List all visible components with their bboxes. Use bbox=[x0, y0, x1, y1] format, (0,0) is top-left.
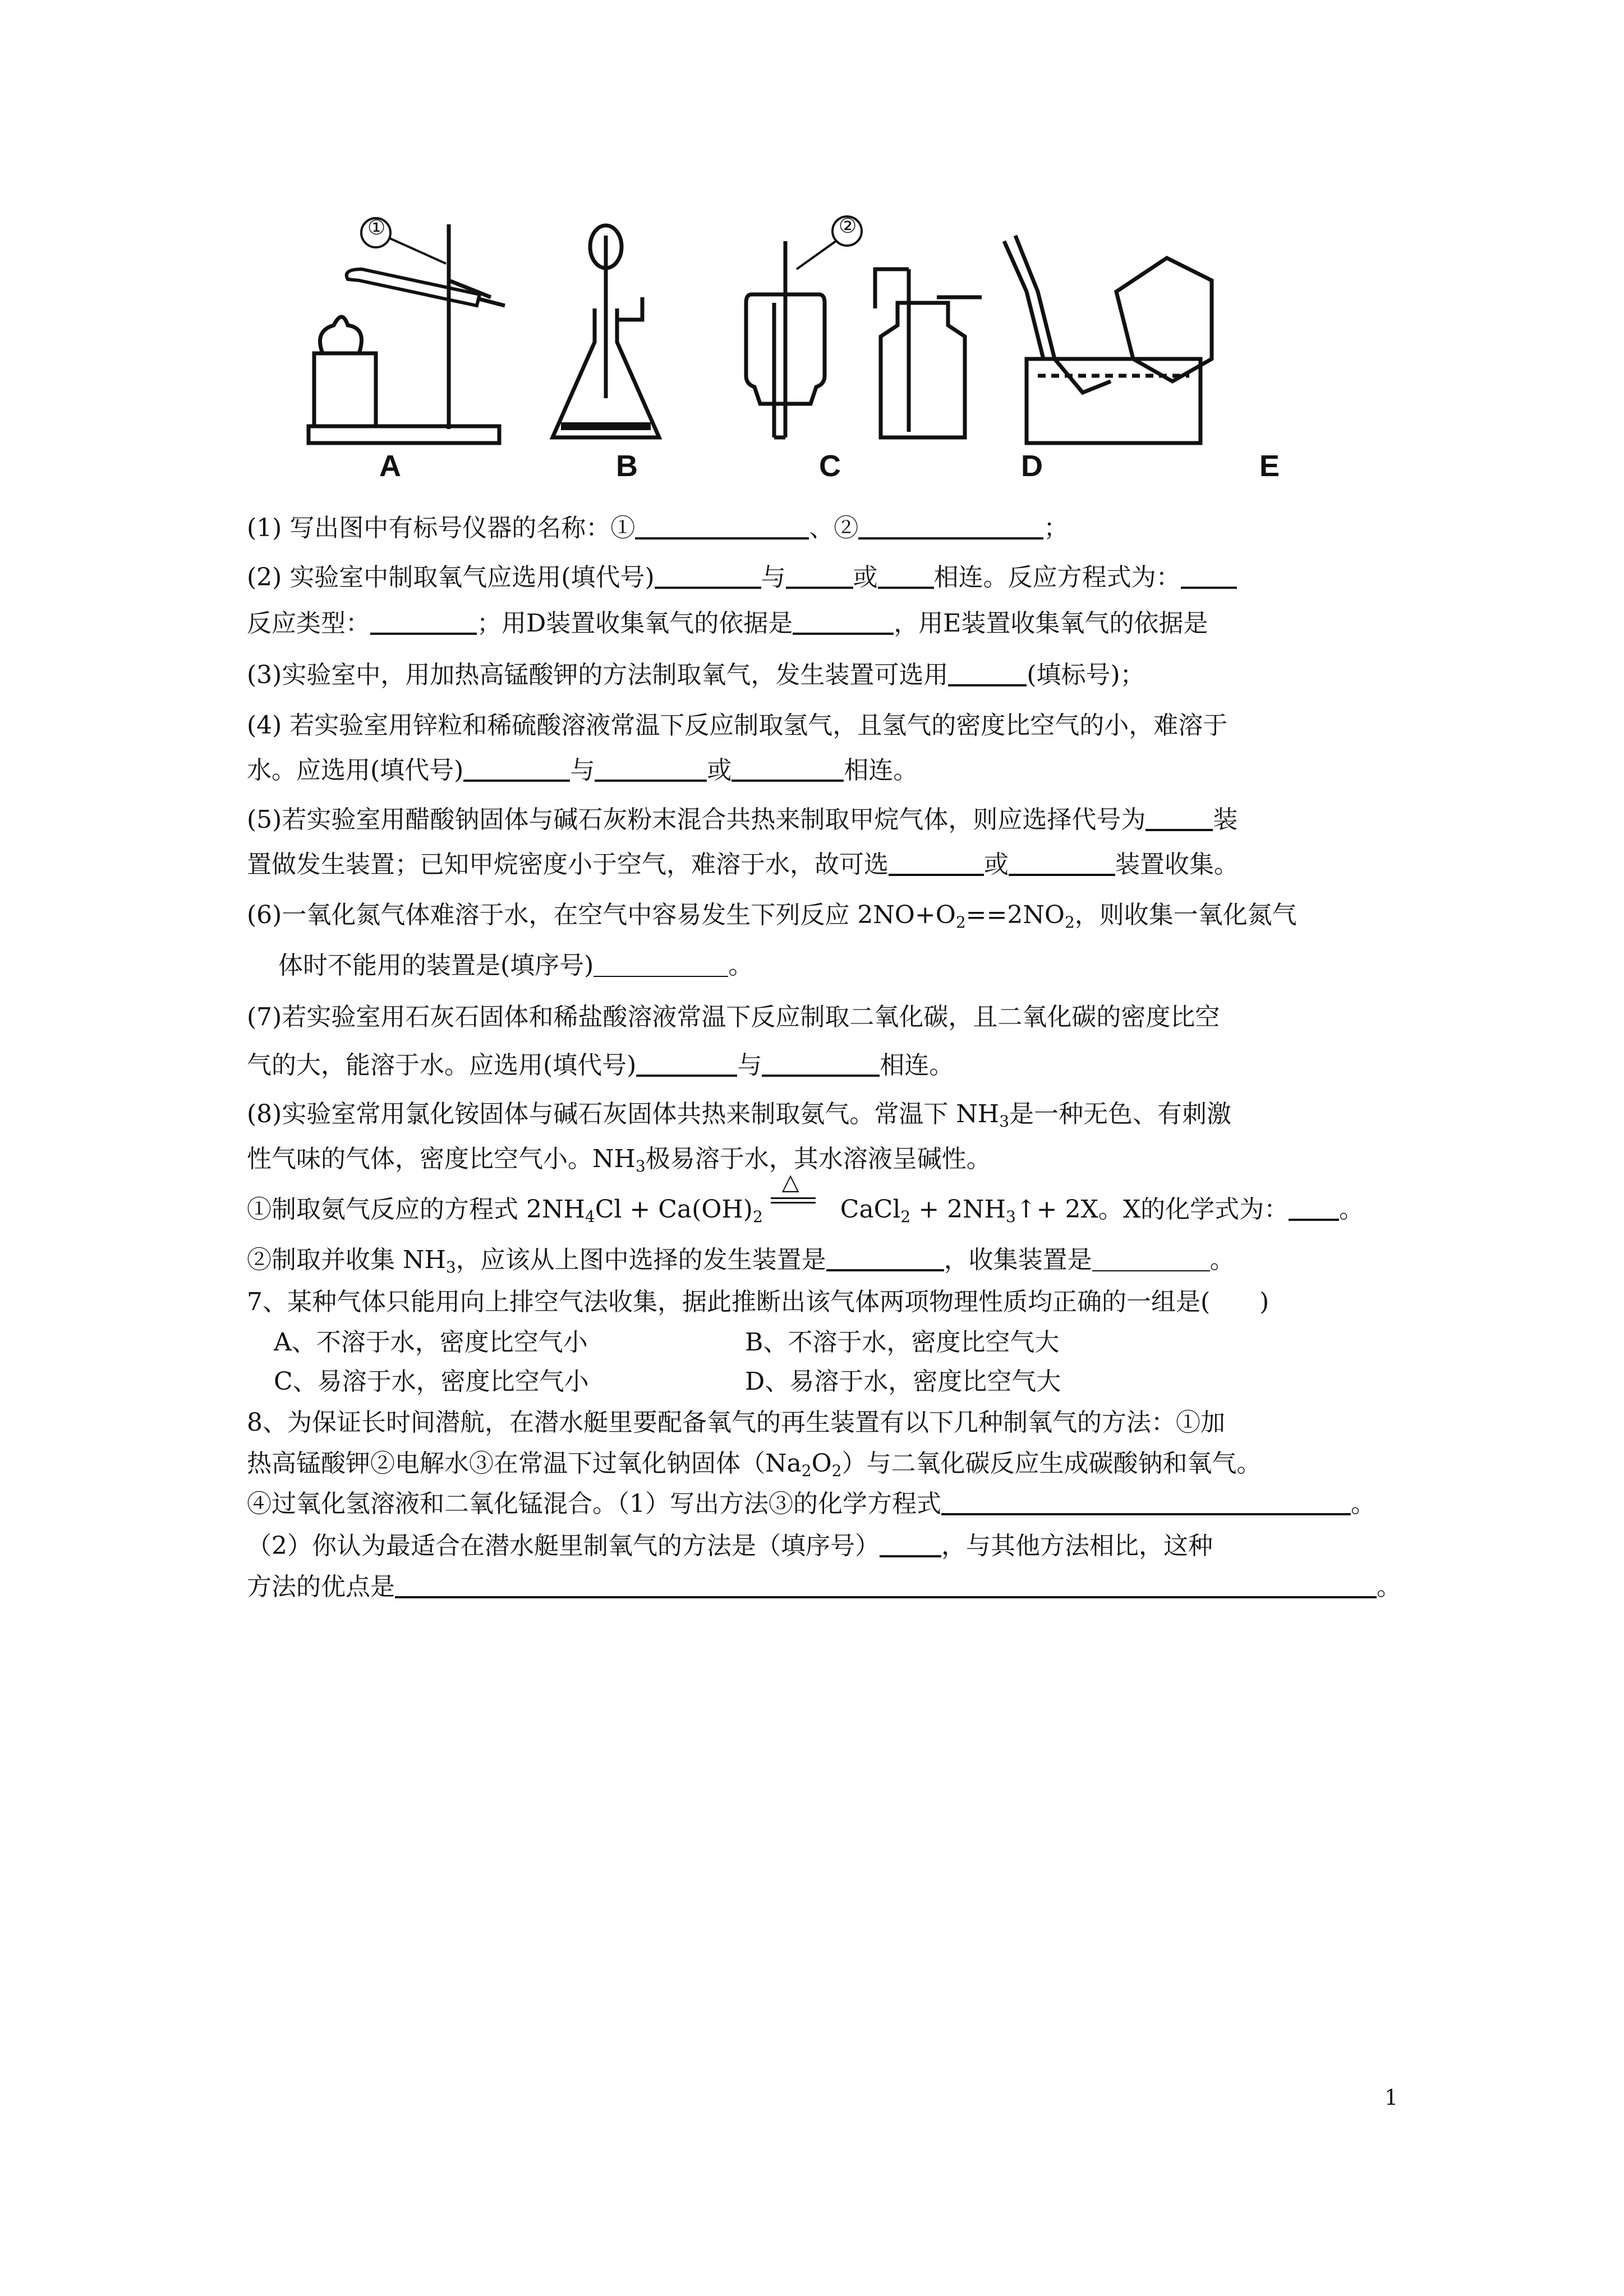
answer-blank-15[interactable] bbox=[1009, 849, 1115, 876]
answer-blank-5[interactable] bbox=[878, 562, 934, 589]
answer-blank-16[interactable] bbox=[594, 951, 728, 977]
question-8-line-3: ④过氧化氢溶液和二氧化锰混合。（1）写出方法③的化学方程式 。 bbox=[247, 1490, 1375, 1518]
q6-line: (6)一氧化氮气体难溶于水，在空气中容易发生下列反应 $2NO+O_2==2NO_2$，则收集一氧化氮气 bbox=[247, 901, 1297, 932]
figure-label-d: D bbox=[1021, 449, 1043, 483]
figure-label-e: E bbox=[1259, 449, 1280, 483]
option-d[interactable]: D、易溶于水，密度比空气大 bbox=[745, 1367, 1061, 1396]
answer-blank-9[interactable] bbox=[948, 660, 1027, 686]
answer-blank-2[interactable] bbox=[858, 513, 1043, 540]
q4b-line: 水。应选用(填代号) 与 或 相连。 bbox=[247, 756, 918, 785]
question-8-line-1: 8、为保证长时间潜航，在潜水艇里要配备氧气的再生装置有以下几种制氧气的方法：①加 bbox=[247, 1408, 1225, 1437]
answer-blank-21[interactable] bbox=[1092, 1246, 1210, 1271]
apparatus-a bbox=[309, 224, 505, 443]
option-b[interactable]: B、不溶于水，密度比空气大 bbox=[745, 1328, 1060, 1357]
q4-line: (4) 若实验室用锌粒和稀硫酸溶液常温下反应制取氢气，且氢气的密度比空气的小，难溶于 bbox=[247, 711, 1228, 740]
answer-blank-17[interactable] bbox=[636, 1050, 737, 1077]
answer-blank-1[interactable] bbox=[635, 513, 809, 540]
answer-blank-14[interactable] bbox=[889, 849, 984, 876]
answer-blank-4[interactable] bbox=[786, 562, 853, 589]
figure-label-a: A bbox=[379, 449, 401, 483]
answer-blank-12[interactable] bbox=[732, 755, 844, 782]
q8-line: (8)实验室常用氯化铵固体与碱石灰固体共热来制取氨气。常温下 $NH_3$是一种无色、有刺激 bbox=[247, 1100, 1232, 1131]
q5-line: (5)若实验室用醋酸钠固体与碱石灰粉末混合共热来制取甲烷气体，则应选择代号为 装 bbox=[247, 805, 1238, 834]
apparatus-b bbox=[553, 225, 659, 437]
q7-line: (7)若实验室用石灰石固体和稀盐酸溶液常温下反应制取二氧化碳，且二氧化碳的密度比空 bbox=[247, 1003, 1220, 1031]
q7b-line: 气的大，能溶于水。应选用(填代号) 与 相连。 bbox=[247, 1051, 954, 1080]
q6b-line: 体时不能用的装置是(填序号) 。 bbox=[278, 951, 753, 980]
answer-blank-20[interactable] bbox=[826, 1244, 944, 1271]
apparatus-d bbox=[875, 269, 982, 437]
callout-2-text: ② bbox=[839, 215, 857, 238]
answer-blank-18[interactable] bbox=[762, 1050, 880, 1077]
q8b-line: 性气味的气体，密度比空气小。$NH_3$极易溶于水，其水溶液呈碱性。 bbox=[247, 1145, 991, 1175]
answer-blank-11[interactable] bbox=[595, 755, 707, 782]
question-8-line-4: （2）你认为最适合在潜水艇里制氧气的方法是（填序号） ，与其他方法相比，这种 bbox=[247, 1532, 1213, 1560]
answer-blank-13[interactable] bbox=[1145, 804, 1213, 831]
apparatus-c bbox=[746, 241, 825, 437]
q3-line: (3)实验室中，用加热高锰酸钾的方法制取氧气，发生装置可选用 (填标号)； bbox=[247, 661, 1145, 689]
figure-label-b: B bbox=[616, 449, 638, 483]
q2-line: (2) 实验室中制取氧气应选用(填代号) 与 或 相连。反应方程式为： bbox=[247, 557, 1237, 593]
q5b-line: 置做发生装置；已知甲烷密度小于空气，难溶于水，故可选 或 装置收集。 bbox=[247, 850, 1239, 879]
answer-blank-22[interactable] bbox=[941, 1488, 1351, 1515]
q1-line: (1) 写出图中有标号仪器的名称：① 、② ； bbox=[247, 514, 1069, 542]
q2b-line: 反应类型： ；用D装置收集氧气的依据是 ，用E装置收集氧气的依据是 bbox=[247, 609, 1208, 638]
answer-blank-23[interactable] bbox=[880, 1530, 941, 1557]
answer-blank-24[interactable] bbox=[395, 1571, 1377, 1598]
answer-blank-6[interactable] bbox=[1181, 562, 1237, 589]
answer-blank-3[interactable] bbox=[655, 562, 761, 589]
figure-label-c: C bbox=[819, 449, 841, 483]
apparatus-e bbox=[1004, 236, 1212, 443]
option-c[interactable]: C、易溶于水，密度比空气小 bbox=[274, 1367, 589, 1396]
question-8-line-2: 热高锰酸钾②电解水③在常温下过氧化钠固体$(Na_2O_2)$与二氧化碳反应生成碳酸钠和氧气。 bbox=[247, 1449, 1262, 1480]
answer-blank-8[interactable] bbox=[793, 608, 894, 635]
question-7-options-cd bbox=[274, 1361, 1061, 1397]
callout-1-text: ① bbox=[367, 216, 386, 239]
answer-blank-10[interactable] bbox=[463, 755, 570, 782]
question-7-options-ab bbox=[274, 1322, 1059, 1358]
page-number: 1 bbox=[1384, 2085, 1398, 2110]
answer-blank-7[interactable] bbox=[370, 608, 477, 635]
answer-blank-19[interactable] bbox=[1289, 1194, 1339, 1221]
q8-collect-line: ②制取并收集 $NH_3$，应该从上图中选择的发生装置是 ，收集装置是 。 bbox=[247, 1246, 1235, 1276]
q8-equation-line: ①制取氨气反应的方程式 $2NH_4Cl + Ca(OH)_2$ △ CaCl$_2$ + $2NH_3↑+ 2X$。X的化学式为： 。 bbox=[247, 1169, 1364, 1226]
heating-equals-sign: △ bbox=[771, 1195, 832, 1220]
question-7: 7、某种气体只能用向上排空气法收集，据此推断出该气体两项物理性质均正确的一组是( ) bbox=[247, 1288, 1269, 1316]
option-a[interactable]: A、不溶于水，密度比空气小 bbox=[274, 1328, 588, 1357]
question-8-line-5: 方法的优点是 。 bbox=[247, 1573, 1401, 1601]
